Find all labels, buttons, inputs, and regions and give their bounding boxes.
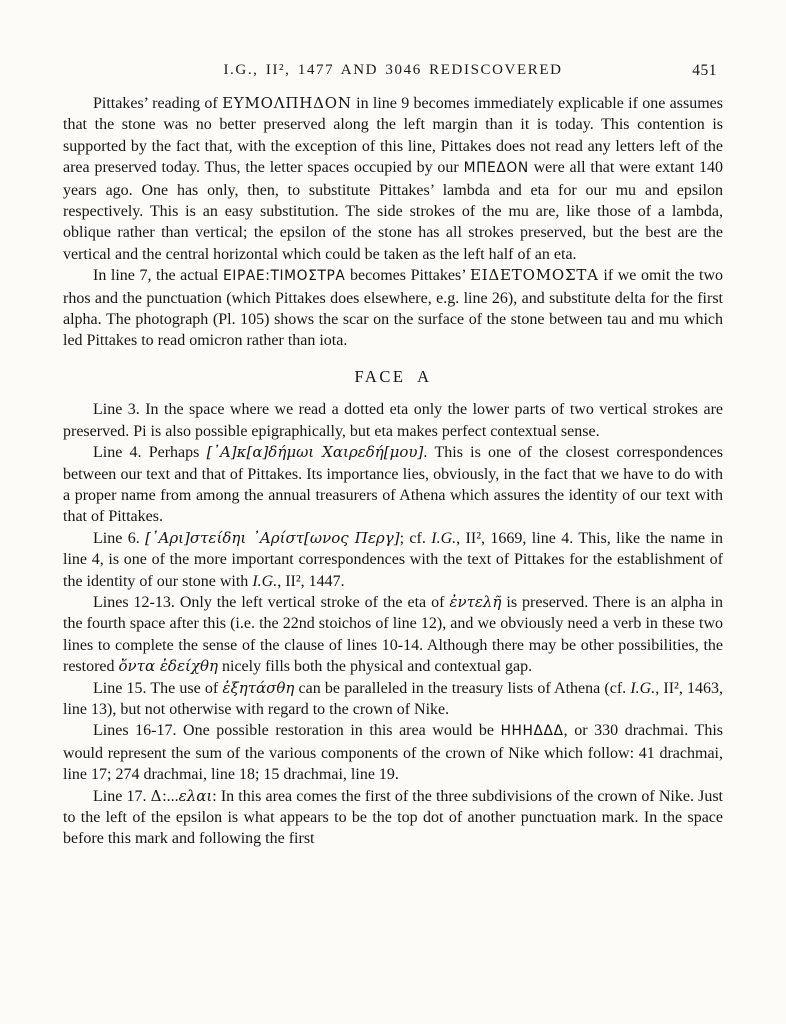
text-segment-normal: Line 15. The use of [93, 679, 223, 697]
text-segment-normal: Line 4. Perhaps [93, 444, 207, 462]
text-segment-greek_italic: ἐντελῆ [449, 592, 502, 611]
text-segment-greek_caps: Δ [150, 786, 163, 805]
text-segment-normal: In line 7, the actual [93, 267, 223, 285]
text-segment-normal: : In this area comes the first of the three subdivisions of the crown of Nike. Just to the left of the epsilon is what appears to be the top dot of another punctuation mark. In the space before this mark and following the first [63, 787, 723, 848]
section-heading: FACE A [354, 366, 432, 386]
text-segment-normal: nicely fills both the physical and contextual gap. [218, 658, 533, 676]
text-segment-greek_italic: ὄντα ἐδείχθη [118, 657, 218, 676]
running-head-title: I.G., II², 1477 AND 3046 REDISCOVERED [223, 62, 563, 78]
paragraph [63, 720, 723, 785]
text-segment-normal: can be paralleled in the treasury lists of Athena (cf. [294, 679, 631, 697]
text-segment-normal: . This is one of the closest correspondences between our text and that of Pittakes. Its importance lies, obviously, in the fact that we have to do with a proper name from among the annual treasurers of Athena which assures the identity of our text with that of Pittakes. [63, 444, 723, 526]
text-segment-normal: :... [162, 787, 179, 805]
text-segment-greek_sans: ΜΠΕΔΟΝ [463, 160, 529, 177]
paragraph [63, 265, 723, 352]
text-segment-normal: Line 3. In the space where we read a dotted eta only the lower parts of two vertical strokes are preserved. Pi is also possible epigraphically, but eta makes perfect contextual sense. [63, 401, 723, 440]
text-segment-normal: in line 9 becomes immediately explicable if one assumes that the stone was no better preserved along the left margin than it is today. This contention is supported by the fact that, with the exception of this line, Pittakes does not read any letters left of the area preserved today. Thus, the letter spaces occupied by our [63, 95, 724, 177]
text-segment-normal: if we omit the two rhos and the punctuation (which Pittakes does elsewhere, e.g. line 26), and substitute delta for the first alpha. The photograph (Pl. 105) shows the scar on the surface of the stone between tau and mu which led Pittakes to read omicron rather than iota. [63, 267, 724, 350]
text-segment-greek_sans: ΗΗΗΔΔΔ [500, 723, 564, 740]
paragraph [63, 93, 723, 265]
text-segment-greek_sans: ΕΙΡΑΕ:ΤΙΜΟΣΤΡΑ [222, 268, 346, 285]
text-segment-normal: , II², 1669, line 4. This, like the name in line 4, is one of the more important correspondences with the text of Pittakes for the establishment of the identity of our stone with [63, 529, 724, 590]
paragraph [63, 442, 723, 528]
text-segment-normal: Pittakes’ reading of [93, 95, 223, 112]
text-segment-normal: , or 330 drachmai. This would represent the sum of the various components of the crown of Nike which follow: 41 drachmai, line 17; 274 drachmai, line 18; 15 drachmai, line 19. [63, 722, 723, 784]
text-segment-normal: Line 17. [93, 787, 151, 805]
text-segment-normal: ; cf. [399, 529, 432, 547]
paragraph [63, 592, 723, 678]
text-segment-normal: were all that were extant 140 years ago. One has only, then, to substitute Pittakes’ lambda and eta for our mu and epsilon respectively. This is an easy substitution. The side strokes of the mu are, like those of a lambda, oblique rather than vertical; the epsilon of the stone has all strokes preserved, but the best are the vertical and the central horizontal which could be taken as the left half of an eta. [63, 159, 723, 263]
running-head [63, 62, 723, 82]
text-segment-greek_caps: ΕΙΔΕΤΟΜΟΣΤΑ [469, 266, 599, 285]
text-segment-greek_italic: [᾿Α]κ[α]δήμωι Χαιρεδή[μου] [206, 443, 424, 462]
document-body [63, 93, 723, 850]
text-segment-greek_caps: ΕΥΜΟΛΠΗΔΟΝ [222, 94, 352, 112]
text-segment-greek_italic: [᾿Αρι]στείδηι ᾿Αρίστ[ωνος Περγ] [145, 528, 400, 547]
paragraph [63, 786, 723, 850]
paragraph [63, 399, 723, 442]
text-segment-italic: I.G. [630, 679, 656, 697]
text-segment-greek_italic: ἐξητάσθη [222, 678, 295, 697]
text-segment-greek_italic: ελαι [178, 786, 213, 805]
paragraph [63, 678, 723, 721]
text-segment-normal: , II², 1447. [277, 572, 345, 590]
page-number: 451 [692, 62, 717, 79]
text-segment-normal: becomes Pittakes’ [345, 267, 470, 285]
text-segment-normal: Lines 16-17. One possible restoration in this area would be [93, 722, 501, 740]
text-segment-normal: Lines 12-13. Only the left vertical stroke of the eta of [93, 593, 450, 611]
paragraph [63, 528, 723, 592]
text-segment-italic: I.G. [252, 572, 278, 590]
text-segment-normal: Line 6. [93, 529, 146, 547]
text-segment-italic: I.G. [431, 529, 457, 547]
text-segment-normal: is preserved. There is an alpha in the fourth space after this (i.e. the 22nd stoichos of line 12), and we obviously need a verb in these two lines to complete the sense of the clause of lines 10-14. Although there may be other possibilities, the restored [63, 593, 723, 676]
text-segment-normal: , II², 1463, line 13), but not otherwise with regard to the crown of Nike. [63, 679, 724, 718]
